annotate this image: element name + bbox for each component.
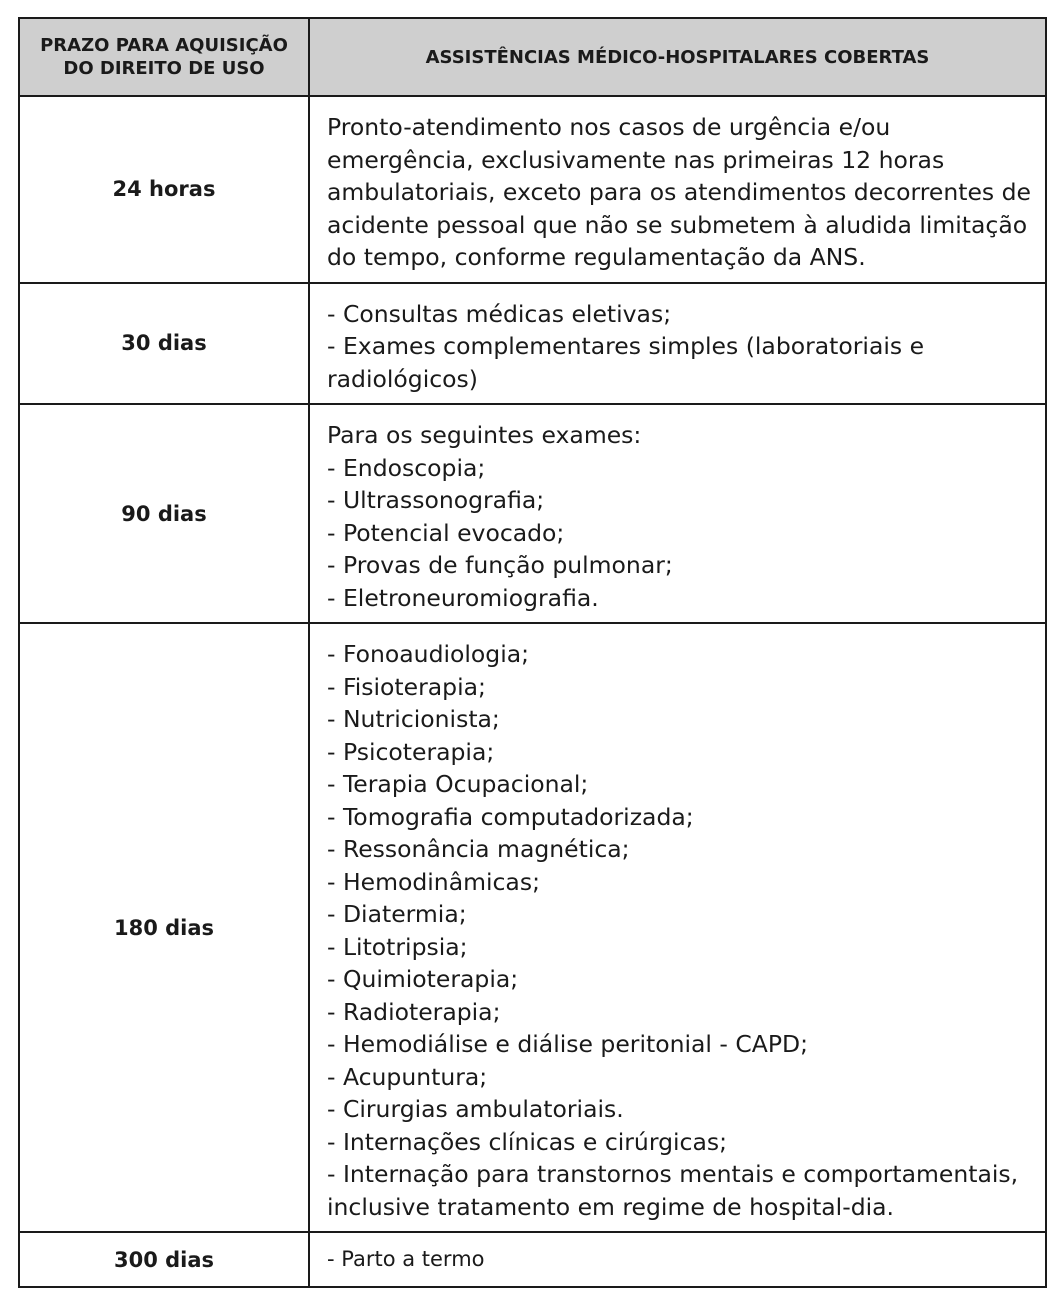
list-item: - Endoscopia; xyxy=(327,453,486,482)
list-item: - Potencial evocado; xyxy=(327,518,565,547)
list-item: - Tomografia computadorizada; xyxy=(327,802,694,831)
list-item: - Exames complementares simples (laboratoriais e radiológicos) xyxy=(327,332,925,393)
table-row xyxy=(19,623,1046,1232)
table-row xyxy=(19,283,1046,405)
list-item: - Diatermia; xyxy=(327,900,467,928)
list-item: - Internação para transtornos mentais e comportamentais, inclusive tratamento em regime de hospital-dia. xyxy=(327,1160,1019,1221)
list-item: - Hemodinâmicas; xyxy=(327,867,540,896)
list-item: - Psicoterapia; xyxy=(327,737,495,766)
list-item: - Parto a termo xyxy=(327,1247,485,1272)
period-cell: 180 dias xyxy=(19,623,309,1232)
list-item: - Provas de função pulmonar; xyxy=(327,551,673,579)
period-cell: 24 horas xyxy=(19,96,309,283)
coverage-cell xyxy=(309,96,1046,283)
list-item: - Consultas médicas eletivas; xyxy=(327,299,672,328)
list-item: - Ultrassonografia; xyxy=(327,486,545,514)
list-item: - Terapia Ocupacional; xyxy=(327,770,589,798)
list-item: - Fisioterapia; xyxy=(327,672,486,701)
period-column-header: PRAZO PARA AQUISIÇÃO DO DIREITO DE USO xyxy=(19,18,309,96)
list-item: - Nutricionista; xyxy=(327,705,500,733)
list-item: - Ressonância magnética; xyxy=(327,835,630,863)
list-item: - Fonoaudiologia; xyxy=(327,640,530,668)
list-intro: Para os seguintes exames: xyxy=(327,421,642,449)
list-item: - Quimioterapia; xyxy=(327,965,519,993)
list-item: - Acupuntura; xyxy=(327,1062,488,1091)
period-cell: 300 dias xyxy=(19,1232,309,1287)
coverage-cell xyxy=(309,283,1046,405)
coverage-text: Pronto-atendimento nos casos de urgência e/ou emergência, exclusivamente nas primeiras 12 horas ambulatoriais, exceto para os atendimentos decorrentes de acidente pessoal que não se submetem à aludida limitação do tempo, conforme regulamentação da ANS. xyxy=(327,113,1031,271)
coverage-table xyxy=(18,17,1047,1288)
table-row xyxy=(19,96,1046,283)
coverage-cell xyxy=(309,1232,1046,1287)
list-item: - Cirurgias ambulatoriais. xyxy=(327,1095,624,1123)
coverage-cell xyxy=(309,404,1046,623)
list-item: - Internações clínicas e cirúrgicas; xyxy=(327,1127,728,1156)
table-row xyxy=(19,1232,1046,1287)
header-row xyxy=(19,18,1046,96)
list-item: - Litotripsia; xyxy=(327,932,468,961)
list-item: - Eletroneuromiografia. xyxy=(327,583,599,612)
list-item: - Radioterapia; xyxy=(327,997,501,1026)
coverage-column-header: ASSISTÊNCIAS MÉDICO-HOSPITALARES COBERTAS xyxy=(309,18,1046,96)
period-cell: 90 dias xyxy=(19,404,309,623)
coverage-cell xyxy=(309,623,1046,1232)
list-item: - Hemodiálise e diálise peritonial - CAPD; xyxy=(327,1030,809,1058)
table-row xyxy=(19,404,1046,623)
period-cell: 30 dias xyxy=(19,283,309,405)
